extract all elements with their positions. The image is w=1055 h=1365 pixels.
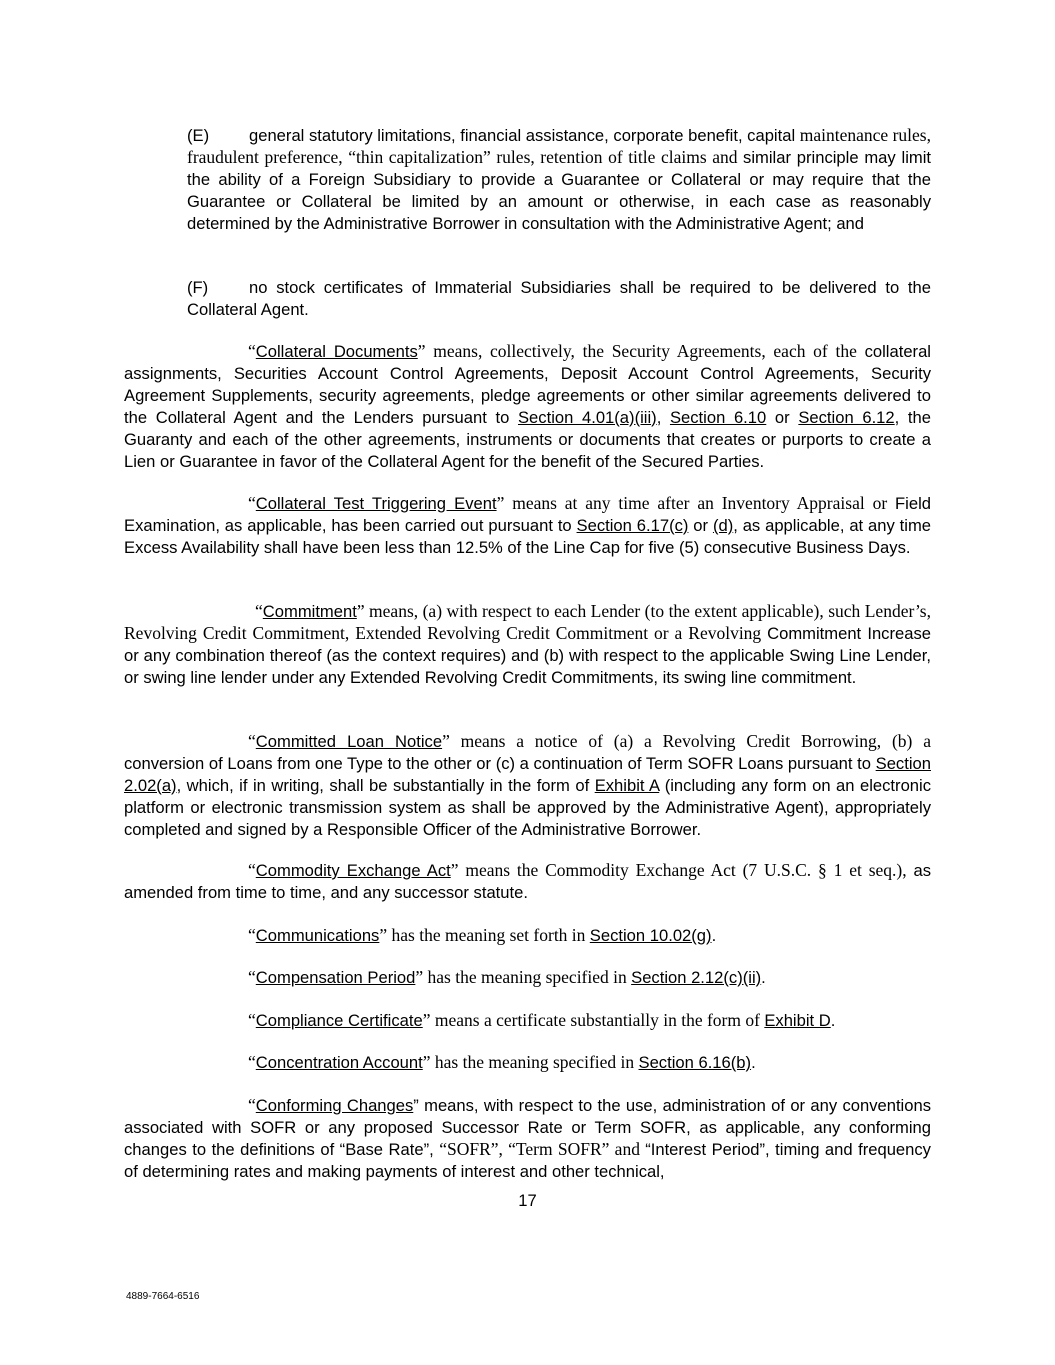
definition-communications: “Communications” has the meaning set forth in Section 10.02(g). xyxy=(248,925,717,945)
defined-term: Commitment xyxy=(262,602,357,621)
defined-term: Compliance Certificate xyxy=(255,1011,423,1030)
document-id: 4889-7664-6516 xyxy=(126,1291,200,1302)
section-reference: Section 6.16(b) xyxy=(638,1053,752,1072)
section-reference: (d) xyxy=(712,515,734,535)
definition-collateral-documents: “Collateral Documents” means, collectively, the Security Agreements, each of the collateral assignments, Securities Account Control Agreements, Deposit Account Control Agreements, Security Agreement Supplements, security agreements, pledge agreements or other similar agreements delivered to the Collateral Agent and the Lenders pursuant to Section 4.01(a)(iii), Section 6.10 or Section 6.12, the Guaranty and each of the other agreements, instruments or documents that creates or purports to create a Lien or Guarantee in favor of the Collateral Agent for the benefit of the Secured Parties. xyxy=(124,341,931,471)
defined-term: Compensation Period xyxy=(255,968,416,987)
section-reference: Section 2.12(c)(ii) xyxy=(631,968,762,987)
definition-collateral-test-triggering-event: “Collateral Test Triggering Event” means at any time after an Inventory Appraisal or Field Examination, as applicable, has been carried out pursuant to Section 6.17(c) or (d), as applicable, at any time Excess Availability shall have been less than 12.5% of the Line Cap for five (5) consecutive Business Days. xyxy=(124,493,932,557)
definition-compliance-certificate: “Compliance Certificate” means a certificate substantially in the form of Exhibit D. xyxy=(248,1010,836,1030)
exhibit-reference: Exhibit D xyxy=(764,1011,831,1030)
definition-compensation-period: “Compensation Period” has the meaning specified in Section 2.12(c)(ii). xyxy=(248,967,766,987)
defined-term: Conforming Changes xyxy=(255,1096,414,1115)
defined-term: Collateral Documents xyxy=(255,342,418,361)
clause-e: (E) general statutory limitations, financial assistance, corporate benefit, capital maintenance rules, fraudulent preference, “thin capitalization” rules, retention of title claims and similar principle may limit the ability of a Foreign Subsidiary to provide a Guarantee or Collateral or may require that the Guarantee or Collateral be limited by an amount or otherwise, in each case as reasonably determined by the Administrative Borrower in consultation with the Administrative Agent; and xyxy=(187,125,931,233)
section-reference: Section 10.02(g) xyxy=(589,926,712,945)
definition-commitment: “Commitment” means, (a) with respect to each Lender (to the extent applicable), such Lender’s, Revolving Credit Commitment, Extended Revolving Credit Commitment or a Revolving Commitment Increase or any combination thereof (as the context requires) and (b) with respect to the applicable Swing Line Lender, or swing line lender under any Extended Revolving Credit Commitments, its swing line commitment. xyxy=(124,601,931,687)
defined-term: Communications xyxy=(255,926,380,945)
definition-conforming-changes: “Conforming Changes” means, with respect to the use, administration of or any conventions associated with SOFR or any proposed Successor Rate or Term SOFR, as applicable, any conforming changes to the definitions of “Base Rate”, “SOFR”, “Term SOFR” and “Interest Period”, timing and frequency of determining rates and making payments of interest and other technical, xyxy=(124,1095,932,1181)
definition-committed-loan-notice: “Committed Loan Notice” means a notice of (a) a Revolving Credit Borrowing, (b) a conversion of Loans from one Type to the other or (c) a continuation of Term SOFR Loans pursuant to Section 2.02(a), which, if in writing, shall be substantially in the form of Exhibit A (including any form on an electronic platform or electronic transmission system as shall be approved by the Administrative Agent), appropriately completed and signed by a Responsible Officer of the Administrative Borrower. xyxy=(124,731,932,839)
section-reference: Section 6.12 xyxy=(798,407,895,427)
definition-concentration-account: “Concentration Account” has the meaning specified in Section 6.16(b). xyxy=(248,1052,756,1072)
page-number: 17 xyxy=(518,1191,537,1210)
section-reference: Section 4.01(a)(iii) xyxy=(517,407,657,427)
defined-term: Collateral Test Triggering Event xyxy=(255,494,497,513)
definition-commodity-exchange-act: “Commodity Exchange Act” means the Commodity Exchange Act (7 U.S.C. § 1 et seq.), as amended from time to time, and any successor statute. xyxy=(124,860,931,902)
clause-label: (E) xyxy=(187,126,210,145)
defined-term: Commodity Exchange Act xyxy=(255,861,451,880)
defined-term: Committed Loan Notice xyxy=(255,732,443,751)
exhibit-reference: Exhibit A xyxy=(594,775,660,795)
clause-f: (F) no stock certificates of Immaterial Subsidiaries shall be required to be delivered to the Collateral Agent. xyxy=(187,278,931,319)
section-reference: Section 6.17(c) xyxy=(576,515,689,535)
defined-term: Concentration Account xyxy=(255,1053,423,1072)
section-reference: Section 2.02(a) xyxy=(124,753,931,795)
section-reference: Section 6.10 xyxy=(669,407,767,427)
clause-label: (F) xyxy=(187,278,209,297)
